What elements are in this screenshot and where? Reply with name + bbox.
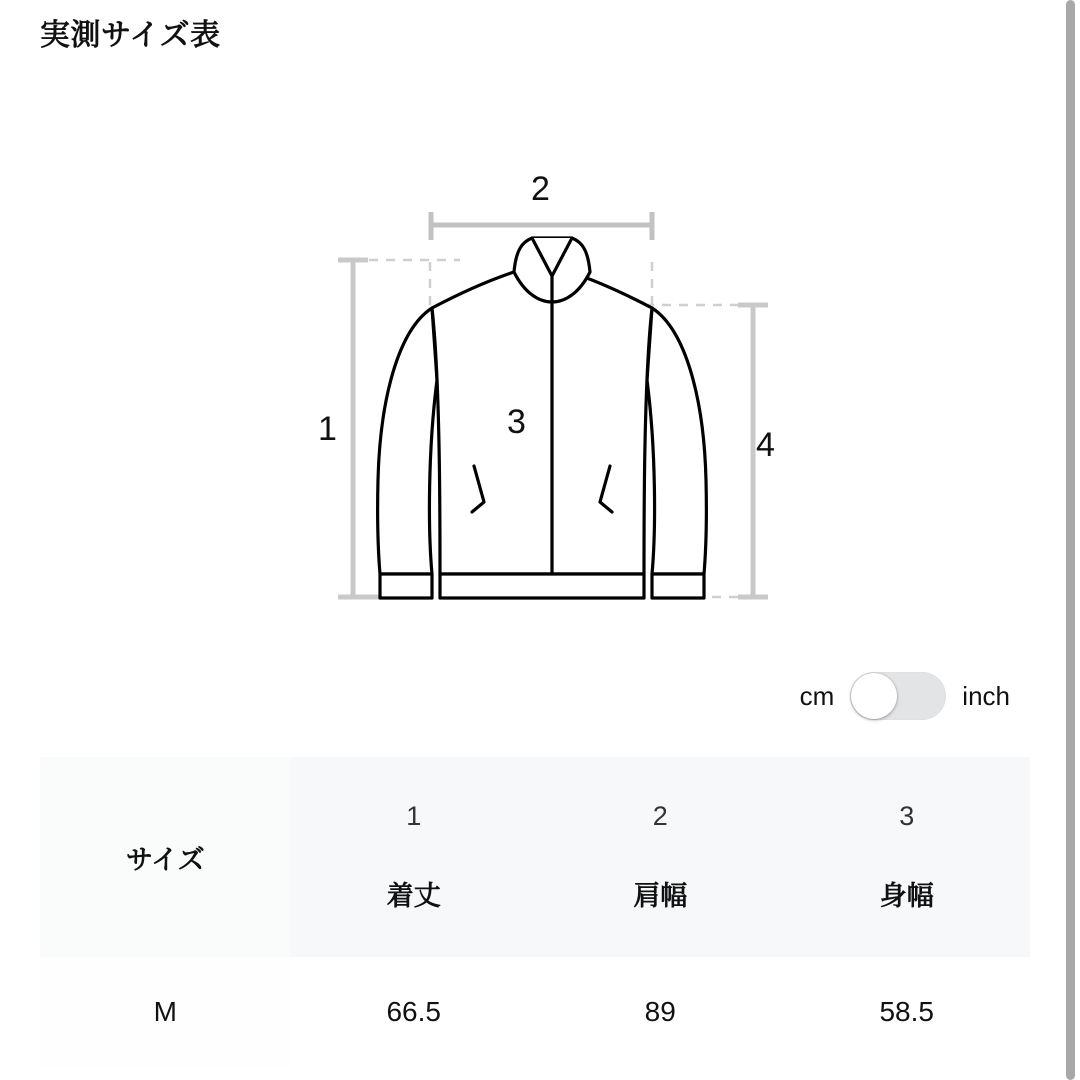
size-table-head	[40, 757, 1030, 957]
header-col-3-number: 3	[899, 801, 915, 831]
table-row	[40, 957, 1030, 1067]
header-col-1	[291, 757, 537, 957]
header-col-1-name: 着丈	[386, 881, 441, 911]
row-M-value-1: 66.5	[291, 957, 537, 1067]
header-col-2	[537, 757, 783, 957]
unit-label-inch[interactable]: inch	[962, 680, 1010, 711]
header-col-1-number: 1	[406, 801, 422, 831]
garment-diagram	[300, 150, 800, 630]
table-header-row	[40, 757, 1030, 957]
header-size-label: サイズ	[125, 844, 205, 875]
size-table	[40, 757, 1030, 1067]
diagram-label-4: 4	[756, 426, 775, 464]
row-M-value-2: 89	[537, 957, 783, 1067]
diagram-label-3: 3	[507, 403, 526, 441]
scrollbar-thumb[interactable]	[1066, 0, 1075, 1080]
header-col-3-name: 身幅	[879, 881, 934, 911]
diagram-label-2: 2	[531, 170, 550, 208]
size-table-body	[40, 957, 1030, 1067]
unit-label-cm[interactable]: cm	[799, 680, 835, 711]
page-title: 実測サイズ表	[40, 19, 221, 52]
unit-toggle-switch[interactable]	[850, 672, 946, 720]
row-size-M: M	[40, 957, 291, 1067]
row-M-value-3: 58.5	[783, 957, 1030, 1067]
scrollbar[interactable]	[1055, 0, 1080, 1080]
diagram-label-1: 1	[318, 410, 337, 448]
header-col-2-number: 2	[652, 801, 668, 831]
jacket-illustration	[300, 150, 800, 630]
header-col-3	[783, 757, 1030, 957]
toggle-knob	[851, 673, 897, 719]
header-col-2-name: 肩幅	[633, 881, 688, 911]
unit-toggle-row[interactable]	[800, 672, 1010, 720]
header-size	[40, 757, 291, 957]
